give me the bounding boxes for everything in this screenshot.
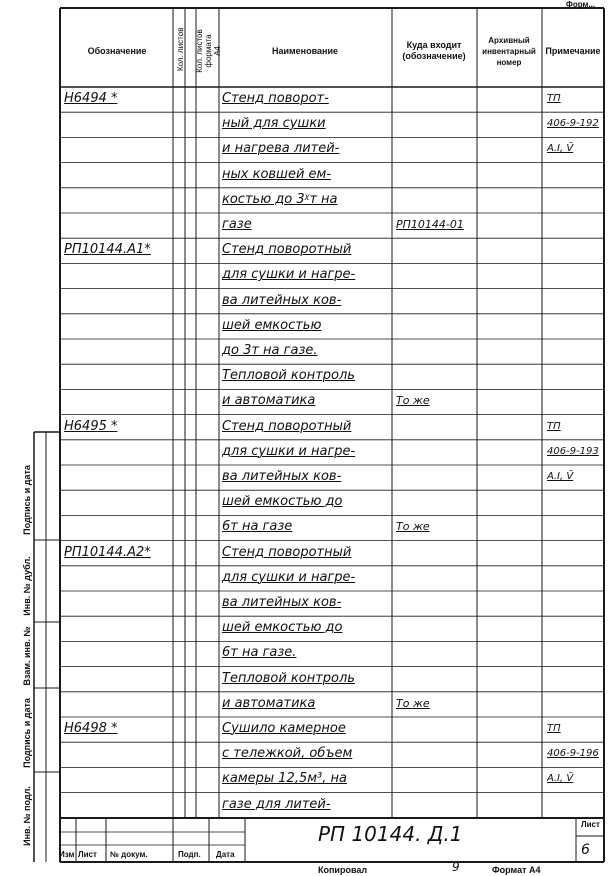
row-name: ных ковшей ем-: [222, 166, 332, 182]
footer-mark: 9: [452, 860, 460, 874]
row-name: камеры 12,5м³, на: [222, 771, 347, 787]
row-note: ТП: [547, 420, 561, 432]
row-name: и автоматика: [222, 695, 316, 711]
row-name: с тележкой, объем: [222, 746, 353, 762]
row-designation: Н6495 *: [64, 418, 118, 434]
row-name: ный для сушки: [222, 116, 326, 132]
tb-sign: Подп.: [178, 850, 201, 859]
row-name: шей емкостью до: [222, 494, 343, 510]
document-code: РП 10144. Д.1: [318, 822, 463, 846]
row-name: для сушки и нагре-: [222, 267, 356, 283]
row-designation: РП10144.А2*: [64, 544, 151, 560]
row-where: То же: [396, 520, 430, 534]
header-format: Кол. листов формата А4: [195, 29, 222, 73]
format-top-label: Форм...: [566, 0, 596, 9]
row-name: Стенд поворотный: [222, 544, 352, 560]
row-name: шей емкостью: [222, 317, 322, 333]
row-name: и нагрева литей-: [222, 141, 340, 157]
side-label-inv-podl: Инв. № подл.: [22, 786, 32, 846]
side-label-inv-dubl: Инв. № дубл.: [22, 556, 32, 616]
row-name: Тепловой контроль: [222, 368, 355, 384]
tb-sheet-number: 6: [581, 842, 590, 858]
row-name: до 3т на газе.: [222, 343, 318, 358]
row-designation: Н6498 *: [64, 721, 118, 736]
row-name: Стенд поворотный: [222, 242, 352, 258]
header-designation: Обозначение: [87, 45, 147, 56]
tb-izm: Изм: [59, 850, 75, 859]
header-name: Наименование: [271, 45, 339, 56]
header-archive: Архивный инвентарный номер: [482, 35, 536, 67]
footer-format: Формат А4: [492, 865, 541, 875]
row-name: Тепловой контроль: [222, 670, 355, 686]
row-note: 406-9-192: [547, 118, 599, 130]
row-name: 6т на газе: [222, 519, 293, 535]
tb-doc-no: № докум.: [110, 850, 148, 859]
row-note: ТП: [547, 723, 561, 734]
side-label-vzam-inv: Взам. инв. №: [22, 626, 32, 686]
row-note: ТП: [547, 93, 561, 104]
row-name: газе для литей-: [222, 796, 331, 812]
side-label-sign-date-1: Подпись и дата: [22, 465, 32, 535]
tb-date: Дата: [216, 850, 235, 859]
row-name: костью до 3ᵡт на: [222, 191, 338, 207]
row-name: Сушило камерное: [222, 721, 346, 736]
row-name: шей емкостью до: [222, 620, 343, 636]
row-name: Стенд поворот-: [222, 91, 329, 106]
row-name: для сушки и нагре-: [222, 443, 356, 459]
tb-sheet-label: Лист: [581, 820, 600, 829]
footer-copied: Копировал: [318, 865, 368, 875]
row-designation: Н6494 *: [64, 91, 118, 106]
row-where: То же: [396, 696, 430, 710]
header-sheets: Кол. листов: [176, 27, 185, 71]
row-where: РП10144-01: [396, 218, 464, 231]
row-name: ва литейных ков-: [222, 595, 342, 610]
row-name: ва литейных ков-: [222, 292, 342, 308]
row-name: 6т на газе.: [222, 645, 297, 661]
row-designation: РП10144.А1*: [64, 242, 151, 258]
row-name: и автоматика: [222, 393, 316, 409]
row-name: ва литейных ков-: [222, 469, 342, 484]
side-label-sign-date-2: Подпись и дата: [22, 698, 32, 768]
tb-list: Лист: [78, 850, 97, 859]
row-note: А.Ӏ, Ṽ: [547, 471, 574, 482]
row-note: 406-9-193: [547, 445, 599, 457]
row-note: А.Ӏ, Ṽ: [547, 773, 574, 785]
header-note: Примечание: [545, 45, 601, 56]
row-note: 406-9-196: [547, 748, 599, 760]
row-name: для сушки и нагре-: [222, 569, 356, 585]
header-where: Куда входит (обозначение): [402, 40, 466, 61]
row-name: Стенд поворотный: [222, 418, 352, 434]
row-note: А.Ӏ, Ṽ: [547, 143, 574, 155]
row-where: То же: [396, 394, 430, 408]
row-name: газе: [222, 217, 252, 232]
